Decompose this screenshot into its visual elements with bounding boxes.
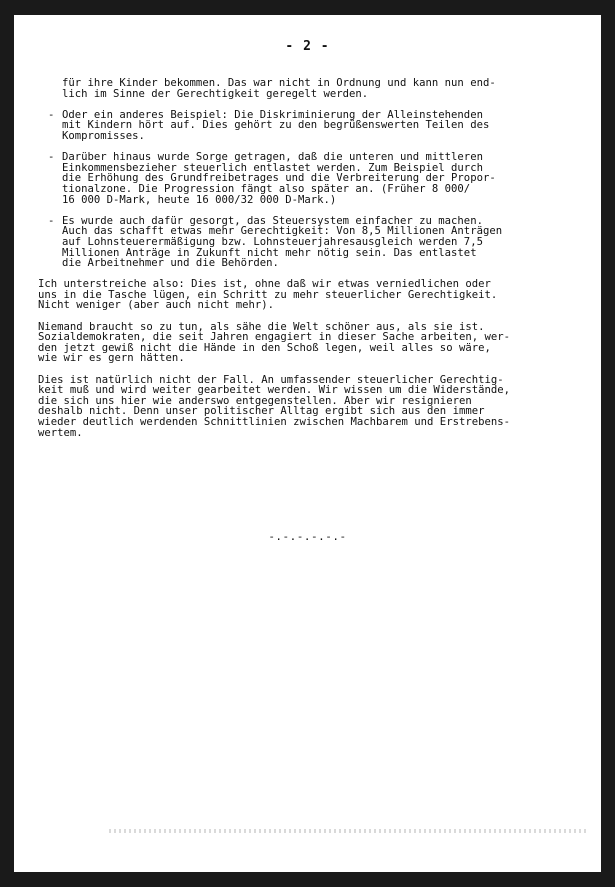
scan-noise-right — [289, 829, 589, 833]
line-text: Oder ein anderes Beispiel: Die Diskriminierung der Alleinstehenden — [62, 108, 483, 121]
line-text: deshalb nicht. Denn unser politischer Alltag ergibt sich aus den immer — [38, 405, 485, 418]
text-line — [38, 353, 573, 364]
text-line — [38, 428, 573, 439]
line-text: wie wir es gern hätten. — [38, 352, 185, 365]
bullet-dash: - — [48, 151, 55, 164]
line-text: Einkommensbezieher steuerlich entlastet werden. Zum Beispiel durch — [62, 161, 483, 174]
line-text: Auch das schafft etwas mehr Gerechtigkeit: Von 8,5 Millionen Anträgen — [62, 225, 503, 238]
bullet-dash: - — [48, 214, 55, 227]
line-text: Ich unterstreiche also: Dies ist, ohne daß wir etwas verniedlichen oder — [38, 278, 491, 291]
text-line — [38, 131, 573, 142]
text-line — [38, 417, 573, 428]
bullet-paragraph — [38, 216, 573, 269]
line-text: auf Lohnsteuerermäßigung bzw. Lohnsteuerjahresausgleich werden 7,5 — [62, 235, 483, 248]
line-text: die sich uns hier wie anderswo entgegenstellen. Aber wir resignieren — [38, 394, 472, 407]
document-body — [38, 78, 573, 438]
line-text: Niemand braucht so zu tun, als sähe die Welt schöner aus, als sie ist. — [38, 320, 485, 333]
bullet-paragraph — [38, 110, 573, 142]
scan-noise-left — [109, 829, 289, 833]
scan-footer-artifact — [109, 829, 589, 839]
text-line — [38, 300, 573, 311]
line-text: wertem. — [38, 426, 83, 439]
line-text: Millionen Anträge in Zukunft nicht mehr nötig sein. Das entlastet — [62, 246, 477, 259]
line-text: tionalzone. Die Progression fängt also später an. (Früher 8 000/ — [62, 182, 471, 195]
paragraph — [38, 322, 573, 364]
line-text: Nicht weniger (aber auch nicht mehr). — [38, 299, 274, 312]
bullet-paragraph — [38, 152, 573, 205]
text-line — [38, 258, 573, 269]
line-text: für ihre Kinder bekommen. Das war nicht in Ordnung und kann nun end- — [62, 77, 496, 89]
page-number: - 2 - — [285, 39, 330, 54]
paragraph — [38, 78, 573, 99]
paragraph — [38, 279, 573, 311]
line-text: wieder deutlich werdenden Schnittlinien zwischen Machbarem und Erstrebens- — [38, 416, 510, 428]
line-text: lich im Sinne der Gerechtigkeit geregelt werden. — [62, 87, 369, 100]
paragraph — [38, 375, 573, 439]
line-text: 16 000 D-Mark, heute 16 000/32 000 D-Mark.) — [62, 193, 337, 206]
line-text: den jetzt gewiß nicht die Hände in den Schoß legen, weil alles so wäre, — [38, 341, 491, 354]
line-text: Kompromisses. — [62, 129, 145, 142]
line-text: keit muß und wird weiter gearbeitet werden. Wir wissen um die Widerstände, — [38, 384, 510, 397]
line-text: uns in die Tasche lügen, ein Schritt zu mehr steuerlicher Gerechtigkeit. — [38, 288, 498, 301]
end-mark: -.-.-.-.-.- — [268, 530, 347, 543]
line-text: die Arbeitnehmer und die Behörden. — [62, 257, 279, 270]
bullet-dash: - — [48, 108, 55, 121]
line-text: Sozialdemokraten, die seit Jahren engagiert in dieser Sache arbeiten, wer- — [38, 331, 510, 344]
text-line — [38, 89, 573, 100]
line-text: Darüber hinaus wurde Sorge getragen, daß die unteren und mittleren — [62, 151, 483, 164]
text-line — [38, 195, 573, 206]
line-text: mit Kindern hört auf. Dies gehört zu den begrüßenswerten Teilen des — [62, 119, 490, 132]
line-text: Dies ist natürlich nicht der Fall. An umfassender steuerlicher Gerechtig- — [38, 373, 504, 386]
document-page — [14, 15, 601, 872]
line-text: Es wurde auch dafür gesorgt, das Steuersystem einfacher zu machen. — [62, 214, 483, 227]
line-text: die Erhöhung des Grundfreibetrages und die Verbreiterung der Propor- — [62, 172, 496, 185]
